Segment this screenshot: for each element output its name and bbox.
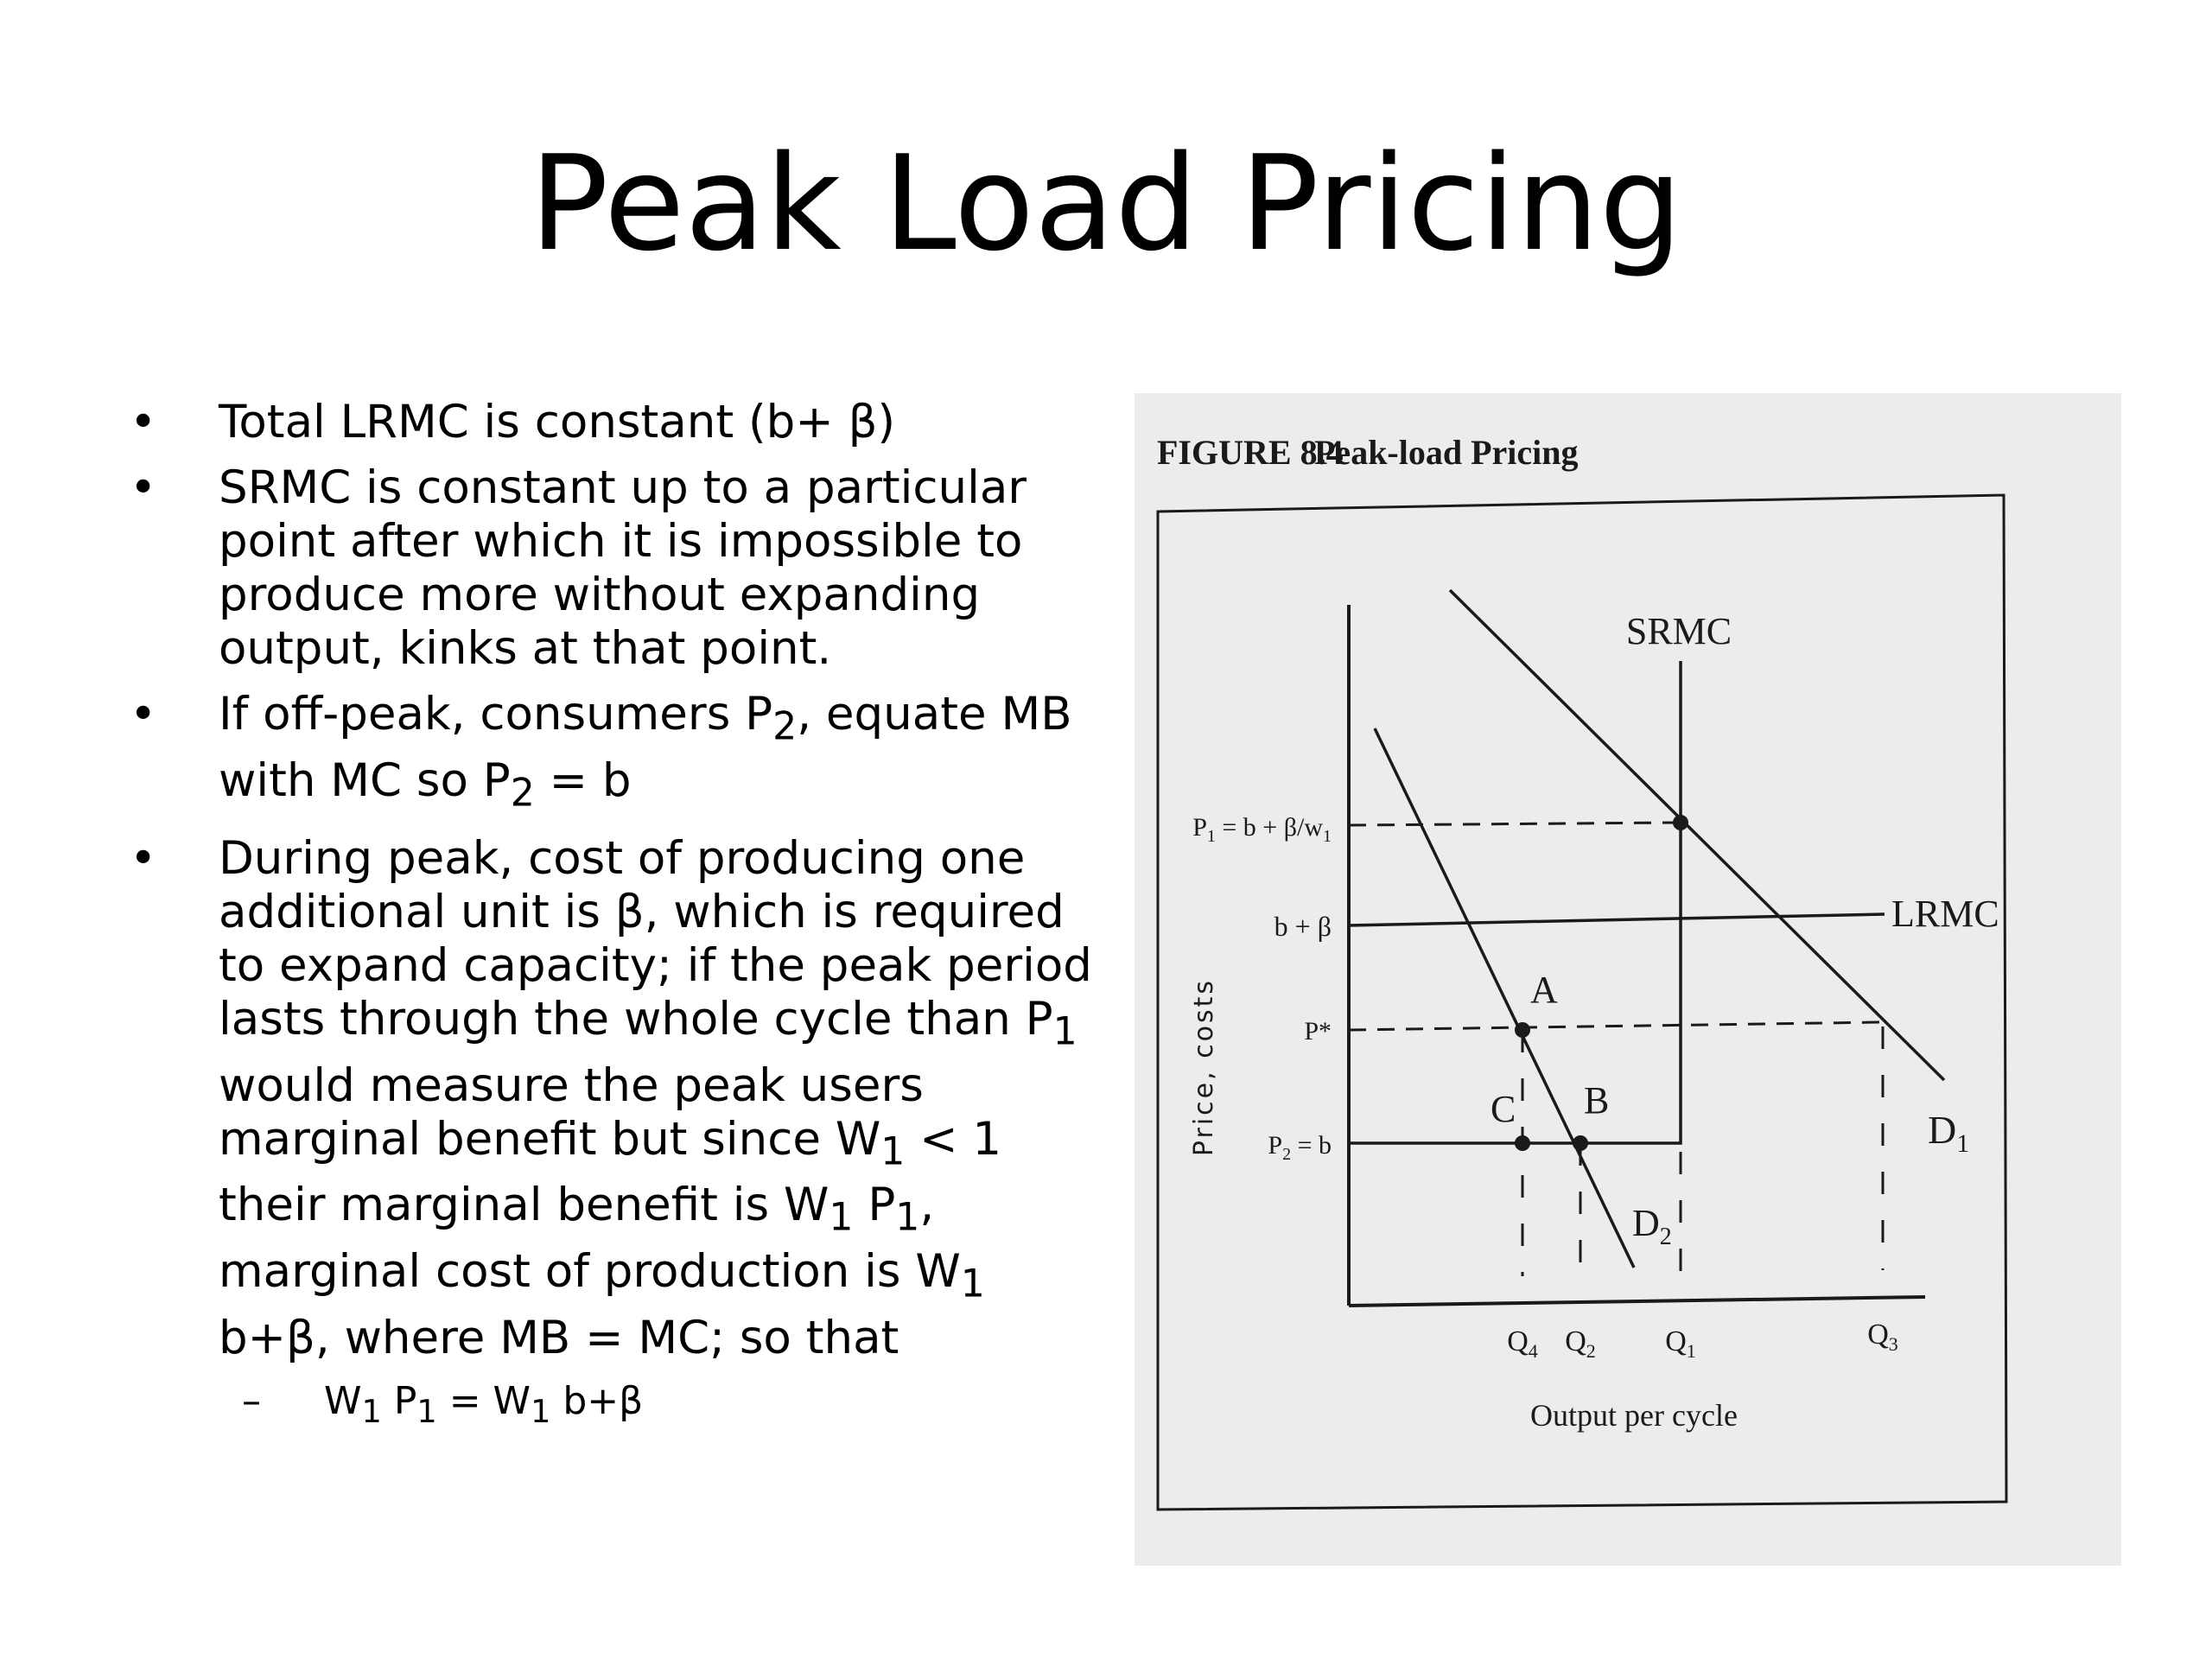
srmc-label: SRMC (1625, 610, 1732, 652)
x-axis-label: Output per cycle (1530, 1398, 1738, 1433)
y-tick-b-beta: b + β (1274, 911, 1332, 942)
sub-bullet-dash-icon: – (242, 1378, 261, 1423)
point-a-label: A (1530, 969, 1558, 1011)
x-tick-q2: $Q_2$ (1565, 1325, 1596, 1362)
bullet-item (130, 461, 1097, 676)
x-tick-q1: $Q_1$ (1665, 1325, 1696, 1362)
point-b-label: B (1584, 1079, 1610, 1122)
bullet-dot-icon: • (130, 396, 157, 448)
srmc-curve (1349, 661, 1681, 1143)
demand-curve-d1 (1450, 590, 1944, 1080)
slide-title: Peak Load Pricing (529, 127, 1683, 280)
point-c-marker (1515, 1135, 1530, 1151)
point-c-label: C (1491, 1088, 1516, 1130)
y-tick-p1: $P_1 = b + \beta/w_1$ (1192, 813, 1332, 846)
x-tick-q4: $Q_4$ (1507, 1325, 1538, 1362)
pstar-dashed-line (1349, 1022, 1883, 1030)
x-tick-q3: $Q_3$ (1867, 1319, 1898, 1355)
figure-panel (1135, 393, 2121, 1566)
y-tick-p-star: P* (1304, 1017, 1332, 1046)
bullet-item (130, 832, 1097, 1364)
p1-dashed-line (1349, 823, 1681, 825)
bullet-list (130, 396, 1097, 1435)
x-axis (1349, 1297, 1925, 1306)
sub-bullet-item (130, 1377, 1097, 1436)
d1-label: $D_1$ (1928, 1108, 1970, 1158)
point-b-marker (1573, 1135, 1588, 1151)
bullet-dot-icon: • (130, 461, 157, 514)
bullet-text: During peak, cost of producing one additional unit is β, which is required to expand capacity; if the peak period lasts through the whole cycle than $P_1$ would measure the peak users marginal benefit but since $W_1 < 1$ their marginal benefit is $W_1$ $P_1$, marginal cost of production is $W_1$ b+β, where MB = MC; so that (219, 832, 1092, 1364)
d2-label: $D_2$ (1632, 1202, 1672, 1250)
figure-caption-number: FIGURE 8.4 (1157, 433, 1344, 472)
point-a-marker (1515, 1022, 1530, 1038)
sub-bullet-text: $W_1$ $P_1 = W_1$ b+β (324, 1378, 644, 1430)
demand-curve-d2 (1375, 728, 1634, 1268)
bullet-item (130, 688, 1097, 820)
point-p1-srmc (1673, 815, 1688, 830)
bullet-text: Total LRMC is constant (b+ β) (219, 396, 896, 448)
y-tick-p2: $P_2 = b$ (1268, 1131, 1332, 1164)
lrmc-label: LRMC (1891, 893, 1999, 935)
bullet-dot-icon: • (130, 688, 157, 741)
bullet-text: If off-peak, consumers $P_2$, equate MB with MC so $P_2 = b$ (219, 688, 1072, 816)
y-axis-label: Price, costs (1189, 977, 1219, 1157)
bullet-item (130, 396, 1097, 449)
figure-caption-title: Peak-load Pricing (1314, 433, 1579, 472)
peak-load-diagram (1135, 393, 2121, 1566)
bullet-dot-icon: • (130, 832, 157, 886)
lrmc-line (1349, 914, 1885, 925)
bullet-text: SRMC is constant up to a particular point after which it is impossible to produce more without expanding output, kinks at that point. (219, 461, 1027, 675)
